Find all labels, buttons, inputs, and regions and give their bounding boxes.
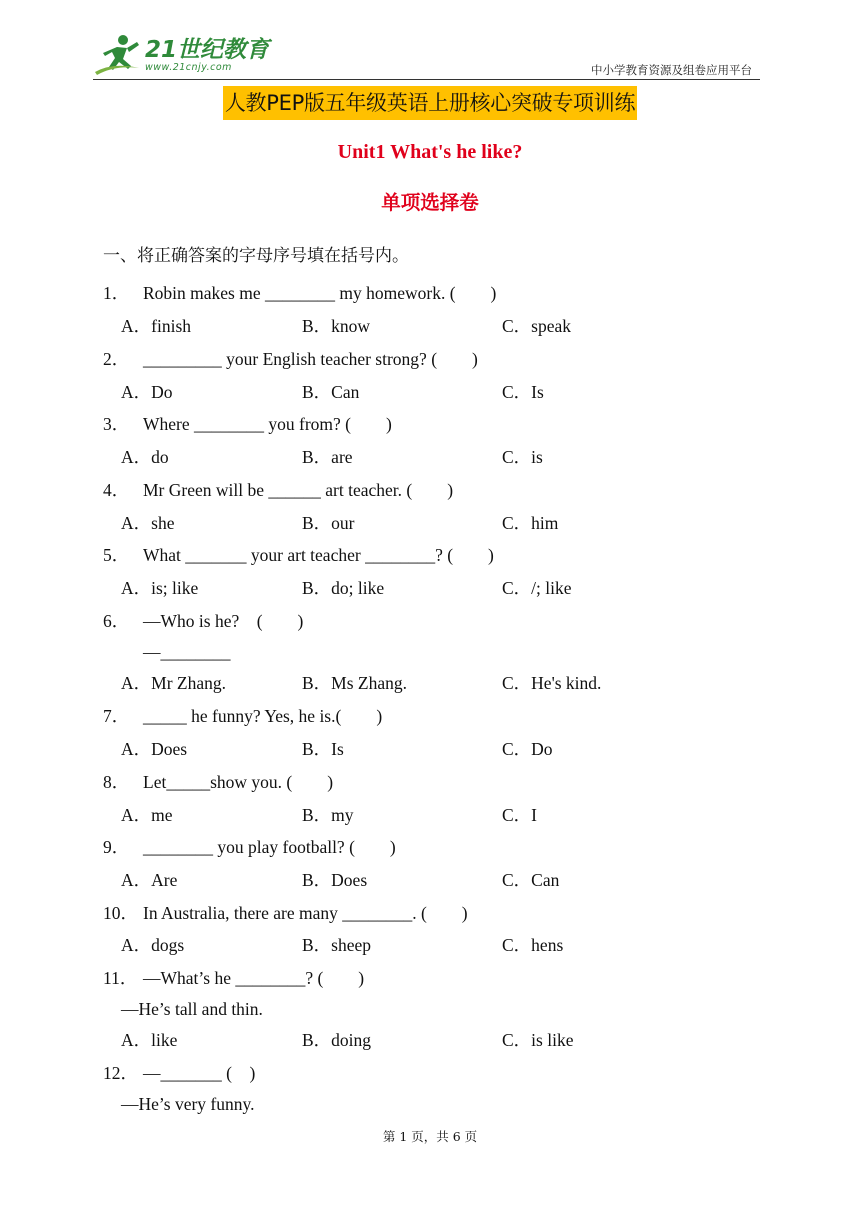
page-header <box>93 32 760 82</box>
question-3 <box>103 414 129 434</box>
option-a: A．dogs <box>121 935 185 955</box>
option-a: A．finish <box>121 316 191 336</box>
option-b: B．sheep <box>302 935 372 955</box>
question-2 <box>103 349 129 369</box>
option-c: C．speak <box>502 316 572 336</box>
subtitle: 单项选择卷 <box>381 191 479 214</box>
option-a: A．do <box>121 447 169 467</box>
option-a: A．me <box>121 805 173 825</box>
option-c: C．him <box>502 513 559 533</box>
question-number: 10． <box>103 903 138 923</box>
question-number: 7． <box>103 706 130 726</box>
question-number: 1． <box>103 283 130 303</box>
question-text: —_______ ( ) <box>143 1063 256 1083</box>
option-c: C．Do <box>502 739 553 759</box>
option-b: B．know <box>302 316 371 336</box>
question-5 <box>103 545 129 565</box>
option-a: A．Mr Zhang. <box>121 673 226 693</box>
option-b: B．my <box>302 805 354 825</box>
question-12 <box>103 1063 138 1083</box>
page-footer: 第 1 页，共 6 页 <box>382 1129 478 1144</box>
question-number: 12． <box>103 1063 138 1083</box>
option-b: B．Can <box>302 382 360 402</box>
question-1 <box>103 283 129 303</box>
question-number: 9． <box>103 837 130 857</box>
document-title: 人教PEP版五年级英语上册核心突破专项训练 <box>223 86 637 120</box>
question-4 <box>103 480 129 500</box>
question-11 <box>103 968 137 988</box>
question-text: Mr Green will be ______ art teacher. ( ) <box>143 480 454 500</box>
option-a: A．is; like <box>121 578 199 598</box>
question-text: —What’s he ________? ( ) <box>143 968 365 988</box>
question-9 <box>103 837 129 857</box>
question-7 <box>103 706 129 726</box>
question-10 <box>103 903 138 923</box>
option-b: B．Ms Zhang. <box>302 673 407 693</box>
option-a: A．like <box>121 1030 178 1050</box>
option-c: C．Can <box>502 870 560 890</box>
option-b: B．our <box>302 513 355 533</box>
question-text: Where ________ you from? ( ) <box>143 414 392 434</box>
question-number: 5． <box>103 545 130 565</box>
question-8 <box>103 772 129 792</box>
question-extra-line: —________ <box>143 642 231 662</box>
question-number: 4． <box>103 480 130 500</box>
option-c: C．Is <box>502 382 544 402</box>
question-text: Let_____show you. ( ) <box>143 772 334 792</box>
option-c: C．is like <box>502 1030 574 1050</box>
section-heading: 一、将正确答案的字母序号填在括号内。 <box>103 246 409 266</box>
option-b: B．are <box>302 447 353 467</box>
option-a: A．Do <box>121 382 173 402</box>
option-b: B．Does <box>302 870 368 890</box>
question-number: 2． <box>103 349 130 369</box>
question-text: —Who is he? ( ) <box>143 611 304 631</box>
option-c: C．He's kind. <box>502 673 602 693</box>
question-text: Robin makes me ________ my homework. ( ) <box>143 283 497 303</box>
question-number: 3． <box>103 414 130 434</box>
option-c: C．I <box>502 805 537 825</box>
option-c: C．is <box>502 447 543 467</box>
question-number: 11． <box>103 968 138 988</box>
option-a: A．Are <box>121 870 178 890</box>
option-b: B．Is <box>302 739 344 759</box>
question-text: What _______ your art teacher ________? ( ) <box>143 545 494 565</box>
runner-logo-icon <box>93 32 141 78</box>
question-extra-line: —He’s tall and thin. <box>121 999 263 1019</box>
question-extra-line: —He’s very funny. <box>121 1094 255 1114</box>
logo-main-text: 21世纪教育 <box>145 36 270 63</box>
question-number: 8． <box>103 772 130 792</box>
question-text: _________ your English teacher strong? ( ) <box>143 349 478 369</box>
question-text: _____ he funny? Yes, he is.( ) <box>143 706 383 726</box>
option-a: A．Does <box>121 739 188 759</box>
question-6 <box>103 611 129 631</box>
option-a: A．she <box>121 513 175 533</box>
option-c: C．/; like <box>502 578 572 598</box>
option-c: C．hens <box>502 935 564 955</box>
logo-url-text: www.21cnjy.com <box>145 61 232 73</box>
header-tagline: 中小学教育资源及组卷应用平台 <box>591 63 752 77</box>
header-rule <box>93 79 760 80</box>
option-b: B．doing <box>302 1030 372 1050</box>
unit-title: Unit1 What's he like? <box>337 141 523 163</box>
option-b: B．do; like <box>302 578 385 598</box>
question-text: In Australia, there are many ________. ( ) <box>143 903 468 923</box>
question-number: 6． <box>103 611 130 631</box>
logo <box>93 32 269 78</box>
question-text: ________ you play football? ( ) <box>143 837 396 857</box>
